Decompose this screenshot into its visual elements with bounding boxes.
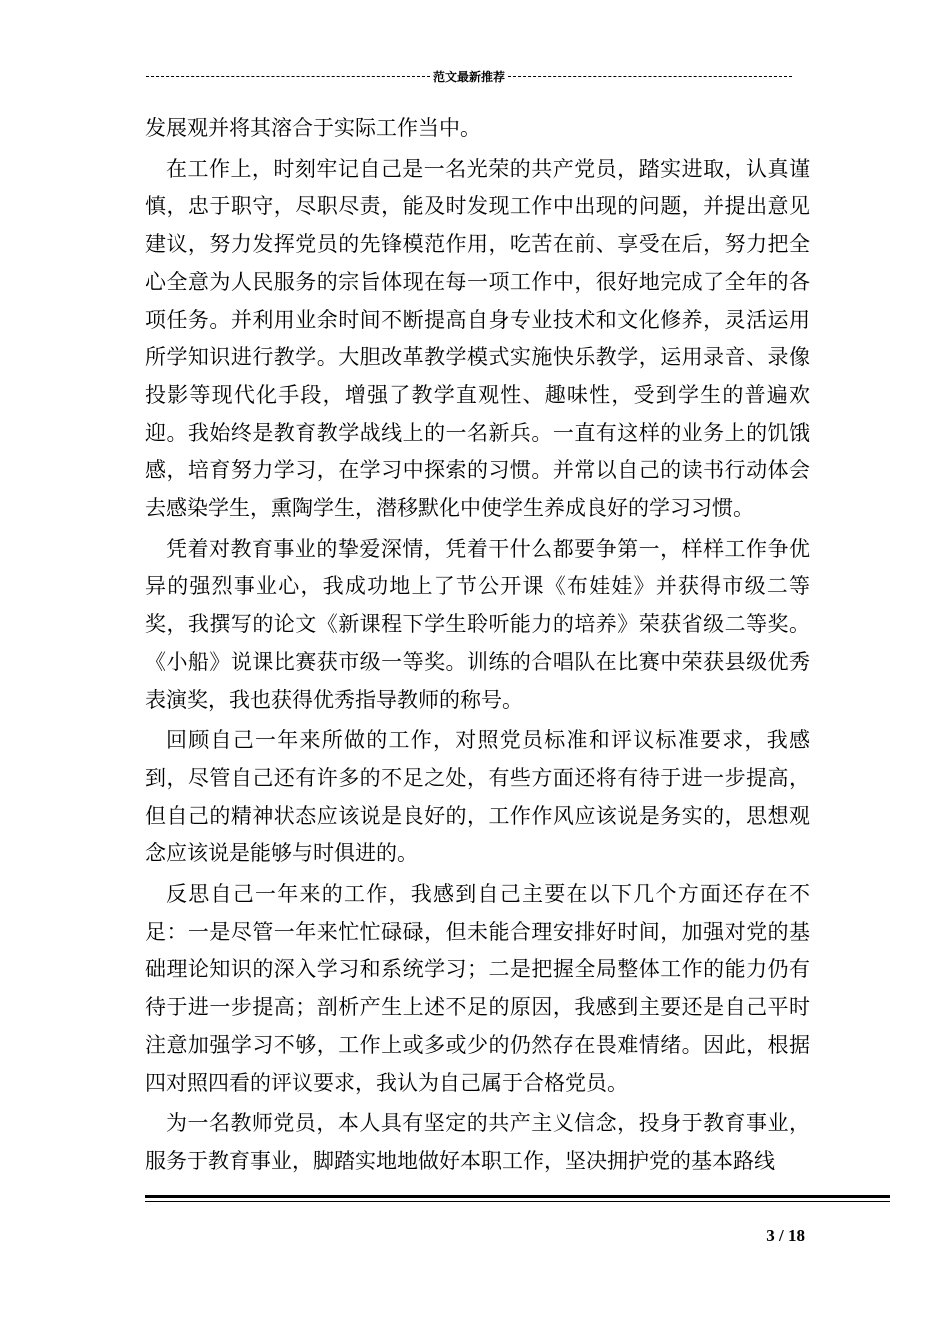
paragraph-review: 回顾自己一年来所做的工作，对照党员标准和评议标准要求，我感到，尽管自己还有许多的不足之处，有些方面还将有待于进一步提高，但自己的精神状态应该说是良好的，工作作风应该说是务实的，思想观念应该说是能够与时俱进的。: [145, 728, 810, 866]
footer-divider: [145, 1195, 890, 1198]
document-body: [145, 110, 810, 1181]
page-header: [145, 66, 793, 86]
paragraph-work: 在工作上，时刻牢记自己是一名光荣的共产党员，踏实进取，认真谨慎，忠于职守，尽职尽责，能及时发现工作中出现的问题，并提出意见建议，努力发挥党员的先锋模范作用，吃苦在前、享受在后，努力把全心全意为人民服务的宗旨体现在每一项工作中，很好地完成了全年的各项任务。并利用业余时间不断提高自身专业技术和文化修养，灵活运用所学知识进行教学。大胆改革教学模式实施快乐教学，运用录音、录像投影等现代化手段，增强了教学直观性、趣味性，受到学生的普遍欢迎。我始终是教育教学战线上的一名新兵。一直有这样的业务上的饥饿感，培育努力学习，在学习中探索的习惯。并常以自己的读书行动体会去感染学生，熏陶学生，潜移默化中使学生养成良好的学习习惯。: [145, 156, 810, 521]
header-dash-left: [146, 76, 430, 77]
page-number: 3 / 18: [766, 1226, 805, 1245]
header-label: 范文最新推荐: [433, 69, 506, 84]
paragraph-reflection: 反思自己一年来的工作，我感到自己主要在以下几个方面还存在不足：一是尽管一年来忙忙碌碌，但未能合理安排好时间，加强对党的基础理论知识的深入学习和系统学习；二是把握全局整体工作的能力仍有待于进一步提高；剖析产生上述不足的原因，我感到主要还是自己平时注意加强学习不够，工作上或多或少的仍然存在畏难情绪。因此，根据四对照四看的评议要求，我认为自己属于合格党员。: [145, 882, 810, 1095]
paragraph-continuation: 发展观并将其溶合于实际工作当中。: [145, 116, 481, 140]
header-dash-right: [508, 76, 792, 77]
paragraph-achievements: 凭着对教育事业的挚爱深情，凭着干什么都要争第一，样样工作争优异的强烈事业心，我成功地上了节公开课《布娃娃》并获得市级二等奖，我撰写的论文《新课程下学生聆听能力的培养》荣获省级二等奖。《小船》说课比赛获市级一等奖。训练的合唱队在比赛中荣获县级优秀表演奖，我也获得优秀指导教师的称号。: [145, 536, 810, 712]
paragraph-party-member: 为一名教师党员，本人具有坚定的共产主义信念，投身于教育事业，服务于教育事业，脚踏实地地做好本职工作，坚决拥护党的基本路线: [145, 1111, 810, 1173]
